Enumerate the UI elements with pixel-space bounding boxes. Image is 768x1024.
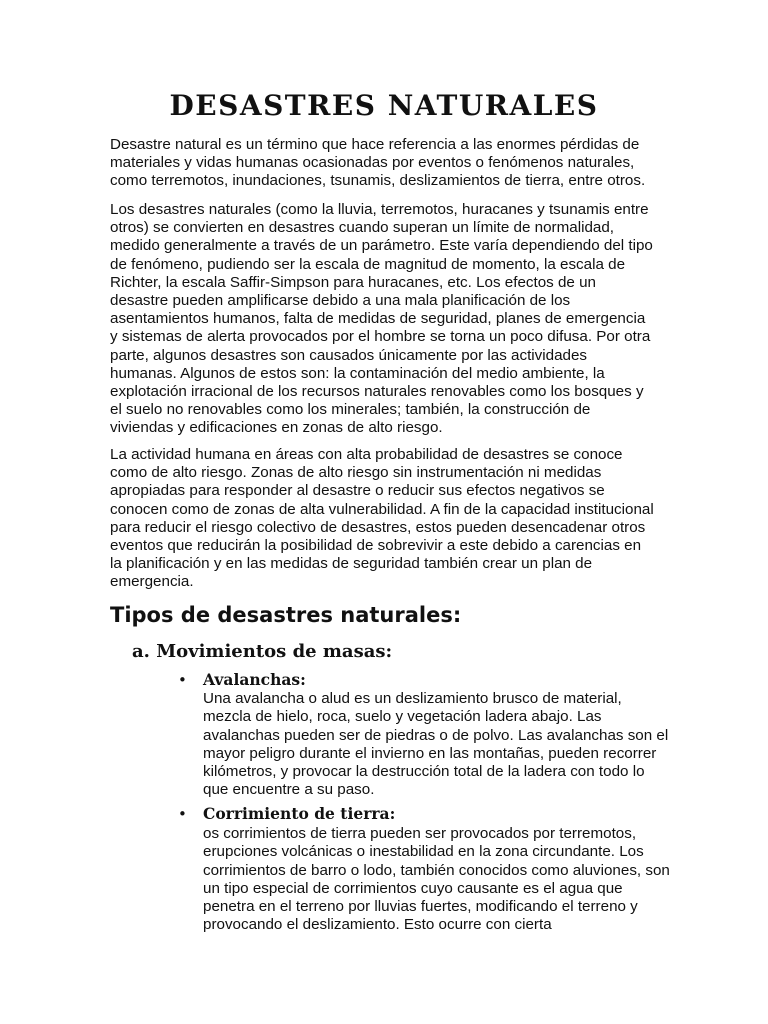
bullet-icon: • (178, 671, 187, 689)
document-title: DESASTRES NATURALES (169, 89, 599, 122)
body-paragraph: Los desastres naturales (como la lluvia, terremotos, huracanes y tsunamis entre otros) se convierten en desastres cuando superan un límite de normalidad, medido generalmente a través de un parámetro. Este varía dependiendo del tipo de fenómeno, pudiendo ser la escala de magnitud de momento, la escala de Richter, la escala Saffir-Simpson para huracanes, etc. Los efectos de un desastre pueden amplificarse debido a una mala planificación de los asentamientos humanos, falta de medidas de seguridad, planes de emergencia y sistemas de alerta provocados por el hombre se torna un poco difusa. Por otra parte, algunos desastres son causados únicamente por las actividades humanas. Algunos de estos son: la contaminación del medio ambiente, la explotación irracional de los recursos naturales renovables como los bosques y el suelo no renovables como los minerales; también, la construcción de viviendas y edificaciones en zonas de alto riesgo. (110, 201, 653, 437)
subsection-heading: a. Movimientos de masas: (132, 641, 393, 662)
bullet-item-title: Avalanchas: (203, 670, 306, 689)
body-paragraph: La actividad humana en áreas con alta probabilidad de desastres se conoce como de alto riesgo. Zonas de alto riesgo sin instrumentación ni medidas apropiadas para responder al desastre o reducir sus efectos negativos se conocen como de zonas de alta vulnerabilidad. A fin de la capacidad institucional para reducir el riesgo colectivo de desastres, estos pueden desencadenar otros eventos que reducirán la posibilidad de sobrevivir a este debido a carencias en la planificación y en las medidas de seguridad también crear un plan de emergencia. (110, 446, 654, 591)
section-heading: Tipos de desastres naturales: (110, 603, 462, 627)
bullet-item-text: os corrimientos de tierra pueden ser provocados por terremotos, erupciones volcánicas o inestabilidad en la zona circundante. Los corrimientos de barro o lodo, también conocidos como aluviones, son un tipo especial de corrimientos cuyo causante es el agua que penetra en el terreno por lluvias fuertes, modificando el terreno y provocando el deslizamiento. Esto ocurre con cierta (203, 825, 670, 934)
bullet-icon: • (178, 805, 187, 823)
bullet-item-title: Corrimiento de tierra: (203, 804, 396, 823)
intro-paragraph: Desastre natural es un término que hace referencia a las enormes pérdidas de materiales y vidas humanas ocasionadas por eventos o fenómenos naturales, como terremotos, inundaciones, tsunamis, deslizamientos de tierra, entre otros. (110, 136, 646, 190)
bullet-item-text: Una avalancha o alud es un deslizamiento brusco de material, mezcla de hielo, roca, suelo y vegetación ladera abajo. Las avalanchas pueden ser de piedras o de polvo. Las avalanchas son el mayor peligro durante el invierno en las montañas, pueden recorrer kilómetros, y provocar la destrucción total de la ladera con todo lo que encuentre a su paso. (203, 690, 669, 799)
